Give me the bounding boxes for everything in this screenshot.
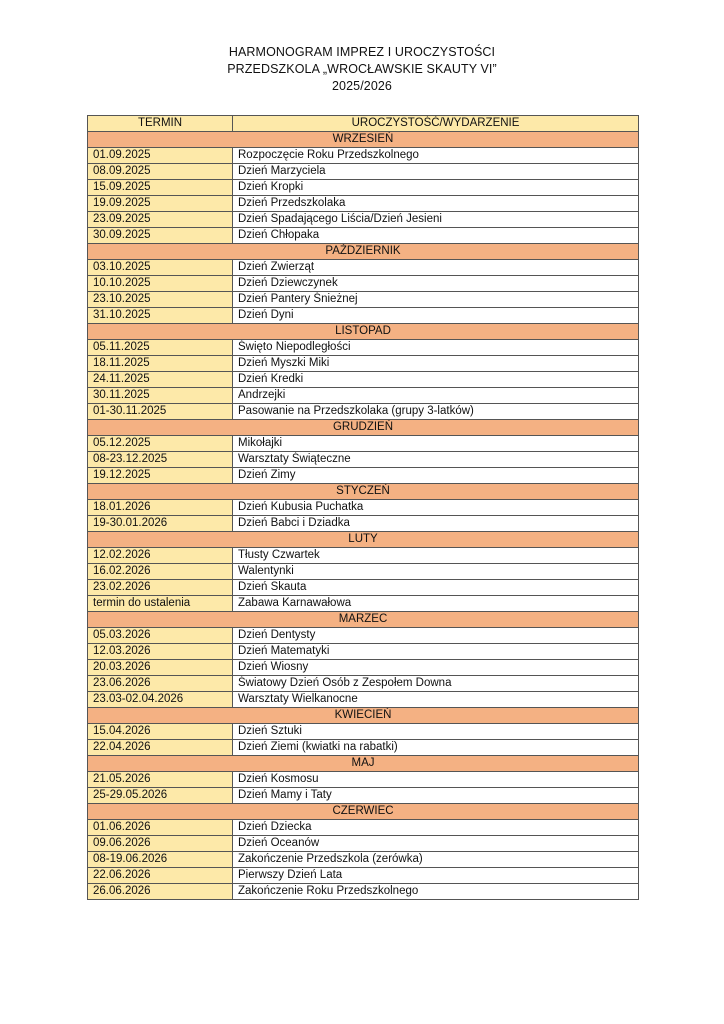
table-row: [88, 468, 639, 484]
table-row: [88, 740, 639, 756]
event-cell: Dzień Przedszkolaka: [233, 196, 639, 212]
schedule-body: [88, 132, 639, 900]
month-row: [88, 132, 639, 148]
date-cell: 05.11.2025: [88, 340, 233, 356]
month-label: CZERWIEC: [88, 804, 639, 820]
title-line-1: HARMONOGRAM IMPREZ I UROCZYSTOŚCI: [228, 45, 496, 59]
event-cell: Pierwszy Dzień Lata: [233, 868, 639, 884]
date-cell: 18.11.2025: [88, 356, 233, 372]
month-label: WRZESIEŃ: [88, 132, 639, 148]
event-cell: Dzień Dentysty: [233, 628, 639, 644]
date-cell: 09.06.2026: [88, 836, 233, 852]
table-row: [88, 164, 639, 180]
table-row: [88, 388, 639, 404]
date-cell: 01-30.11.2025: [88, 404, 233, 420]
table-row: [88, 516, 639, 532]
table-row: [88, 292, 639, 308]
event-cell: Andrzejki: [233, 388, 639, 404]
title-line-3: 2025/2026: [332, 79, 392, 93]
table-row: [88, 260, 639, 276]
table-row: [88, 308, 639, 324]
table-row: [88, 212, 639, 228]
event-cell: Dzień Spadającego Liścia/Dzień Jesieni: [233, 212, 639, 228]
event-cell: Światowy Dzień Osób z Zespołem Downa: [233, 676, 639, 692]
table-row: [88, 500, 639, 516]
month-row: [88, 420, 639, 436]
date-cell: 01.06.2026: [88, 820, 233, 836]
month-row: [88, 756, 639, 772]
table-row: [88, 580, 639, 596]
event-cell: Pasowanie na Przedszkolaka (grupy 3-latków): [233, 404, 639, 420]
title-line-2: PRZEDSZKOLA „WROCŁAWSKIE SKAUTY VI”: [227, 62, 497, 76]
header-term: TERMIN: [88, 116, 233, 132]
date-cell: 30.09.2025: [88, 228, 233, 244]
month-label: MARZEC: [88, 612, 639, 628]
month-row: [88, 804, 639, 820]
table-row: [88, 692, 639, 708]
table-row: [88, 884, 639, 900]
date-cell: 08-19.06.2026: [88, 852, 233, 868]
table-header-row: [88, 116, 639, 132]
table-row: [88, 436, 639, 452]
table-row: [88, 596, 639, 612]
date-cell: termin do ustalenia: [88, 596, 233, 612]
date-cell: 12.02.2026: [88, 548, 233, 564]
event-cell: Tłusty Czwartek: [233, 548, 639, 564]
event-cell: Warsztaty Wielkanocne: [233, 692, 639, 708]
event-cell: Dzień Kosmosu: [233, 772, 639, 788]
date-cell: 16.02.2026: [88, 564, 233, 580]
month-row: [88, 324, 639, 340]
month-row: [88, 532, 639, 548]
event-cell: Dzień Pantery Śnieżnej: [233, 292, 639, 308]
table-row: [88, 644, 639, 660]
table-row: [88, 660, 639, 676]
table-row: [88, 196, 639, 212]
date-cell: 05.03.2026: [88, 628, 233, 644]
table-row: [88, 676, 639, 692]
event-cell: Święto Niepodległości: [233, 340, 639, 356]
table-row: [88, 340, 639, 356]
event-cell: Dzień Zimy: [233, 468, 639, 484]
event-cell: Walentynki: [233, 564, 639, 580]
date-cell: 20.03.2026: [88, 660, 233, 676]
table-row: [88, 356, 639, 372]
event-cell: Zakończenie Roku Przedszkolnego: [233, 884, 639, 900]
event-cell: Dzień Kredki: [233, 372, 639, 388]
event-cell: Dzień Babci i Dziadka: [233, 516, 639, 532]
event-cell: Mikołajki: [233, 436, 639, 452]
event-cell: Dzień Dziewczynek: [233, 276, 639, 292]
event-cell: Dzień Marzyciela: [233, 164, 639, 180]
table-row: [88, 772, 639, 788]
event-cell: Dzień Myszki Miki: [233, 356, 639, 372]
month-label: GRUDZIEŃ: [88, 420, 639, 436]
date-cell: 05.12.2025: [88, 436, 233, 452]
table-row: [88, 836, 639, 852]
date-cell: 22.06.2026: [88, 868, 233, 884]
date-cell: 30.11.2025: [88, 388, 233, 404]
month-row: [88, 612, 639, 628]
table-row: [88, 548, 639, 564]
date-cell: 22.04.2026: [88, 740, 233, 756]
table-row: [88, 452, 639, 468]
month-row: [88, 484, 639, 500]
table-row: [88, 404, 639, 420]
month-label: PAŹDZIERNIK: [88, 244, 639, 260]
table-row: [88, 276, 639, 292]
month-label: MAJ: [88, 756, 639, 772]
date-cell: 08.09.2025: [88, 164, 233, 180]
date-cell: 19-30.01.2026: [88, 516, 233, 532]
table-row: [88, 564, 639, 580]
date-cell: 18.01.2026: [88, 500, 233, 516]
event-cell: Dzień Chłopaka: [233, 228, 639, 244]
month-row: [88, 244, 639, 260]
date-cell: 26.06.2026: [88, 884, 233, 900]
table-row: [88, 372, 639, 388]
table-row: [88, 788, 639, 804]
month-label: LUTY: [88, 532, 639, 548]
table-row: [88, 868, 639, 884]
month-label: LISTOPAD: [88, 324, 639, 340]
date-cell: 31.10.2025: [88, 308, 233, 324]
date-cell: 12.03.2026: [88, 644, 233, 660]
event-cell: Dzień Wiosny: [233, 660, 639, 676]
date-cell: 23.02.2026: [88, 580, 233, 596]
table-row: [88, 724, 639, 740]
date-cell: 23.10.2025: [88, 292, 233, 308]
event-cell: Dzień Kropki: [233, 180, 639, 196]
date-cell: 19.09.2025: [88, 196, 233, 212]
event-cell: Dzień Ziemi (kwiatki na rabatki): [233, 740, 639, 756]
table-row: [88, 820, 639, 836]
month-label: STYCZEŃ: [88, 484, 639, 500]
date-cell: 10.10.2025: [88, 276, 233, 292]
month-label: KWIECIEŃ: [88, 708, 639, 724]
event-cell: Zabawa Karnawałowa: [233, 596, 639, 612]
event-cell: Dzień Sztuki: [233, 724, 639, 740]
event-cell: Dzień Dziecka: [233, 820, 639, 836]
date-cell: 15.09.2025: [88, 180, 233, 196]
date-cell: 08-23.12.2025: [88, 452, 233, 468]
date-cell: 01.09.2025: [88, 148, 233, 164]
table-row: [88, 852, 639, 868]
table-row: [88, 228, 639, 244]
table-row: [88, 628, 639, 644]
table-row: [88, 148, 639, 164]
event-cell: Dzień Kubusia Puchatka: [233, 500, 639, 516]
event-cell: Dzień Mamy i Taty: [233, 788, 639, 804]
date-cell: 24.11.2025: [88, 372, 233, 388]
event-cell: Dzień Oceanów: [233, 836, 639, 852]
month-row: [88, 708, 639, 724]
document-title: [0, 44, 724, 95]
date-cell: 19.12.2025: [88, 468, 233, 484]
header-event: UROCZYSTOŚĆ/WYDARZENIE: [233, 116, 639, 132]
event-cell: Zakończenie Przedszkola (zerówka): [233, 852, 639, 868]
date-cell: 25-29.05.2026: [88, 788, 233, 804]
date-cell: 21.05.2026: [88, 772, 233, 788]
date-cell: 03.10.2025: [88, 260, 233, 276]
date-cell: 23.03-02.04.2026: [88, 692, 233, 708]
event-cell: Dzień Dyni: [233, 308, 639, 324]
date-cell: 15.04.2026: [88, 724, 233, 740]
schedule-table: [87, 115, 639, 900]
event-cell: Warsztaty Świąteczne: [233, 452, 639, 468]
table-row: [88, 180, 639, 196]
event-cell: Dzień Zwierząt: [233, 260, 639, 276]
event-cell: Rozpoczęcie Roku Przedszkolnego: [233, 148, 639, 164]
date-cell: 23.06.2026: [88, 676, 233, 692]
date-cell: 23.09.2025: [88, 212, 233, 228]
event-cell: Dzień Matematyki: [233, 644, 639, 660]
event-cell: Dzień Skauta: [233, 580, 639, 596]
